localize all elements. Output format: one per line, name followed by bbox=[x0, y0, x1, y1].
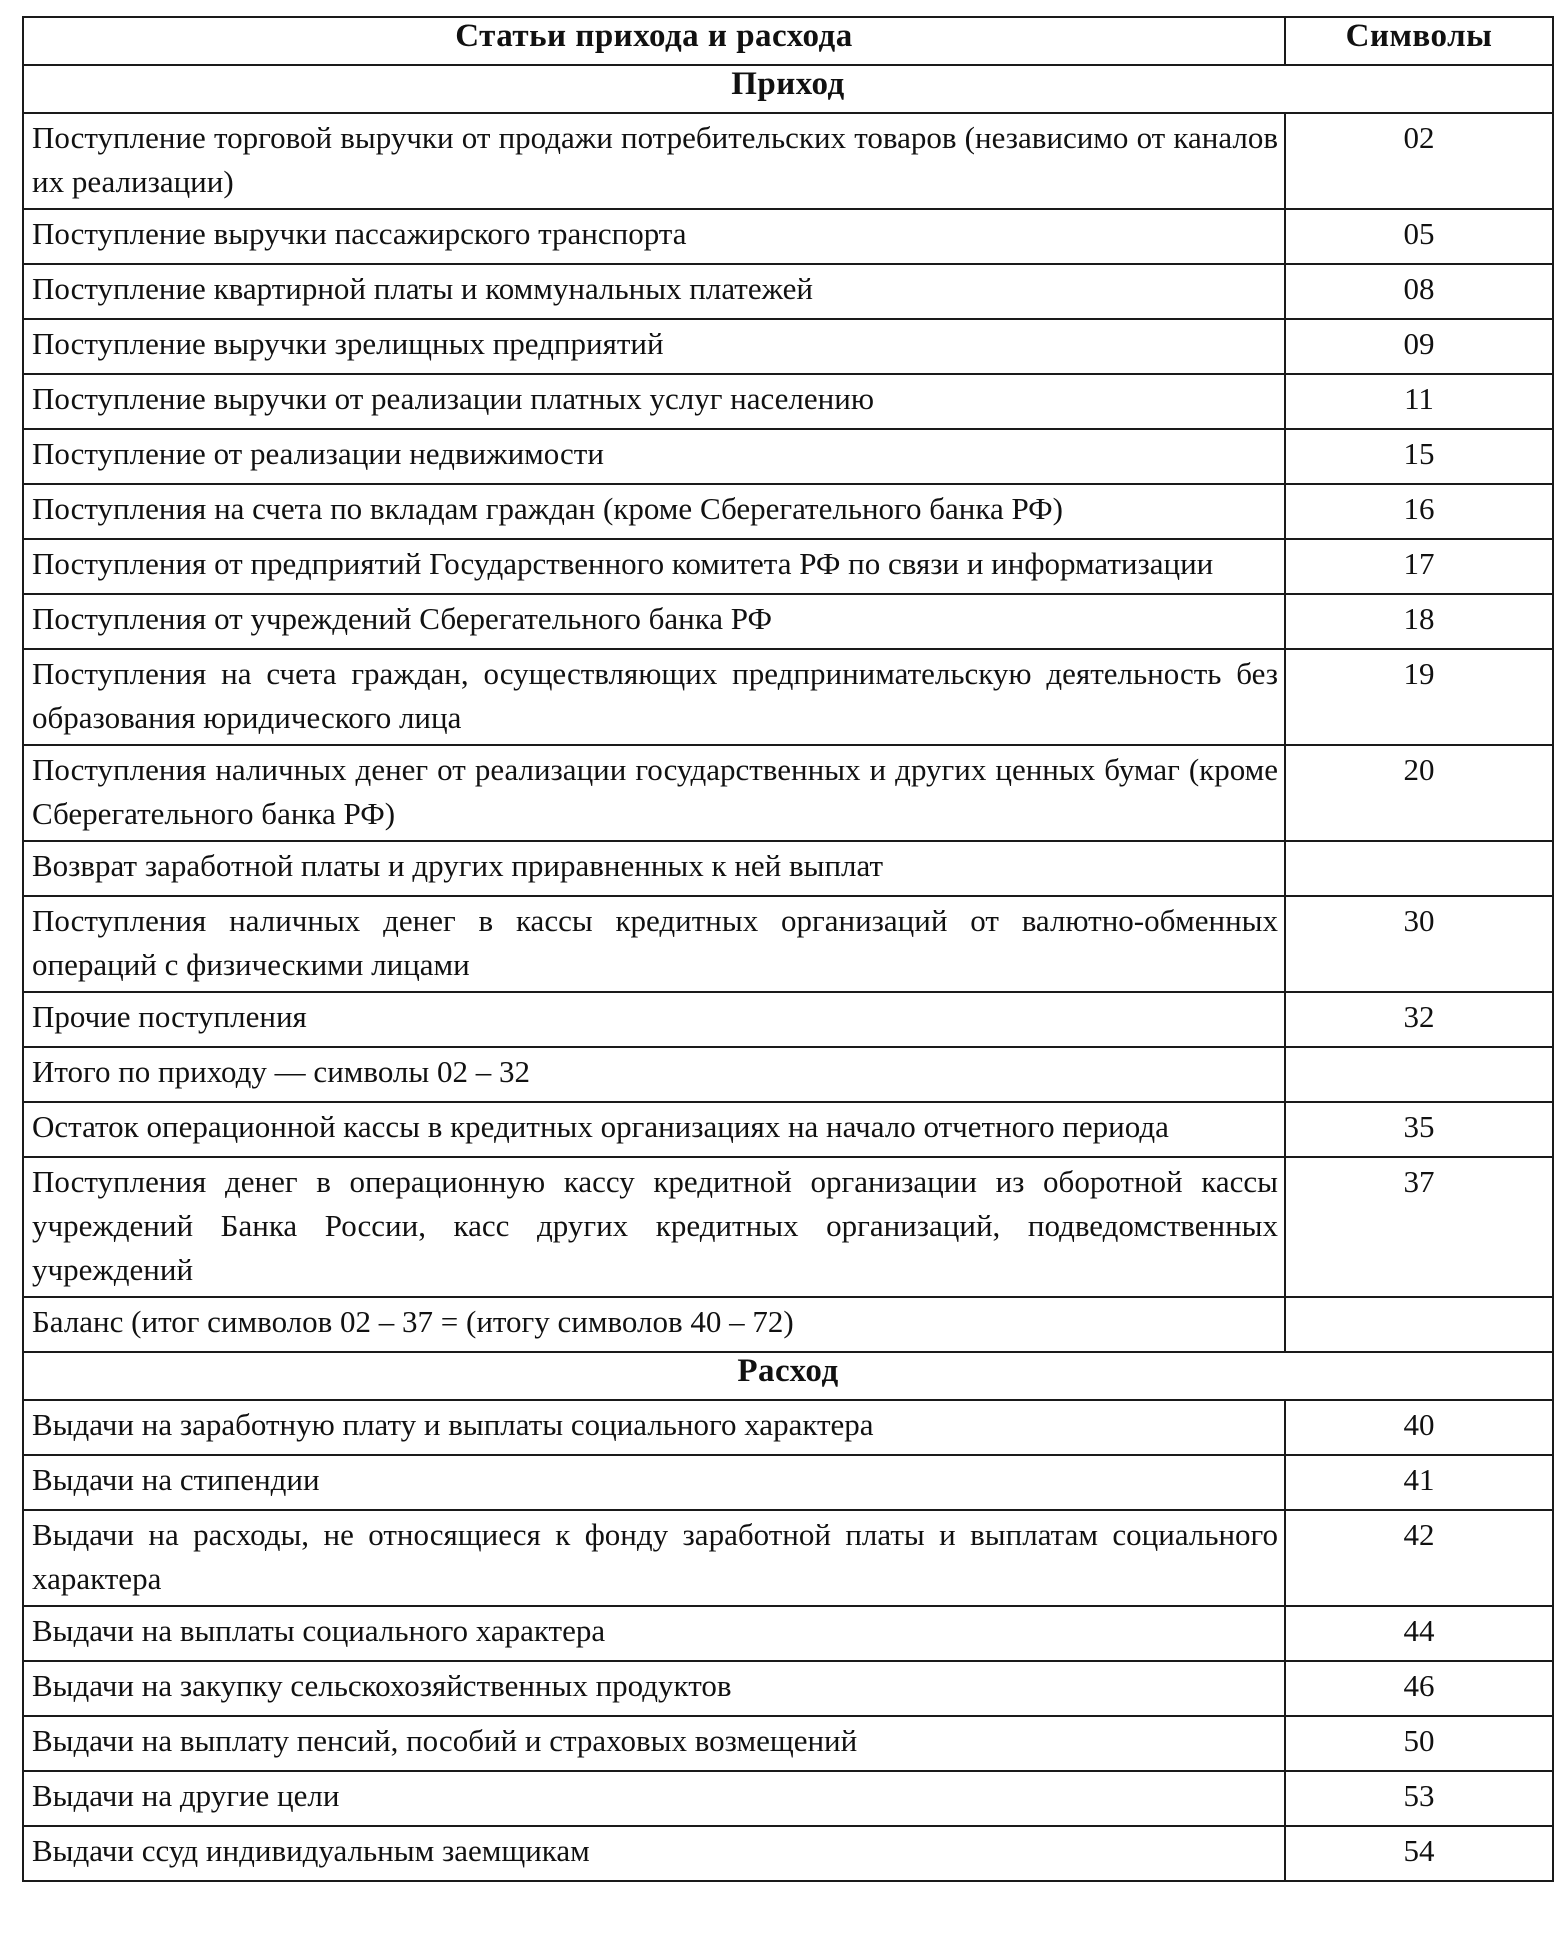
row-description: Поступление от реализации недвижимости bbox=[23, 429, 1285, 484]
row-description: Поступление выручки от реализации платных услуг населению bbox=[23, 374, 1285, 429]
table-row bbox=[23, 209, 1553, 264]
section-title-expense: Расход bbox=[23, 1352, 1553, 1400]
row-symbol: 53 bbox=[1285, 1771, 1553, 1826]
row-description: Прочие поступления bbox=[23, 992, 1285, 1047]
row-symbol: 08 bbox=[1285, 264, 1553, 319]
row-description: Выдачи на выплату пенсий, пособий и страховых возмещений bbox=[23, 1716, 1285, 1771]
row-description: Поступления наличных денег в кассы кредитных организаций от валютно-обменных операций с физическими лицами bbox=[23, 896, 1285, 992]
row-description: Поступления на счета граждан, осуществляющих предпринимательскую деятельность без образования юридического лица bbox=[23, 649, 1285, 745]
row-description: Поступление выручки зрелищных предприятий bbox=[23, 319, 1285, 374]
table-row bbox=[23, 594, 1553, 649]
table-row bbox=[23, 649, 1553, 745]
row-symbol: 17 bbox=[1285, 539, 1553, 594]
row-description: Итого по приходу — символы 02 – 32 bbox=[23, 1047, 1285, 1102]
table-row bbox=[23, 1102, 1553, 1157]
table-row bbox=[23, 1606, 1553, 1661]
table-row bbox=[23, 1297, 1553, 1352]
row-description: Выдачи на выплаты социального характера bbox=[23, 1606, 1285, 1661]
row-description: Поступления денег в операционную кассу кредитной организации из оборотной кассы учреждений Банка России, касс других кредитных организаций, подведомственных учреждений bbox=[23, 1157, 1285, 1297]
row-symbol bbox=[1285, 1047, 1553, 1102]
table-row bbox=[23, 1716, 1553, 1771]
row-description: Поступления от учреждений Сберегательного банка РФ bbox=[23, 594, 1285, 649]
table-body bbox=[23, 65, 1553, 1881]
row-description: Поступления от предприятий Государственного комитета РФ по связи и информатизации bbox=[23, 539, 1285, 594]
row-symbol bbox=[1285, 841, 1553, 896]
table-row bbox=[23, 1510, 1553, 1606]
row-symbol: 05 bbox=[1285, 209, 1553, 264]
row-symbol: 09 bbox=[1285, 319, 1553, 374]
table-row bbox=[23, 1157, 1553, 1297]
row-symbol: 15 bbox=[1285, 429, 1553, 484]
table-row bbox=[23, 1661, 1553, 1716]
table-row bbox=[23, 896, 1553, 992]
row-symbol: 20 bbox=[1285, 745, 1553, 841]
table-row bbox=[23, 264, 1553, 319]
table-row bbox=[23, 374, 1553, 429]
table-header-row bbox=[23, 17, 1553, 65]
section-title-income: Приход bbox=[23, 65, 1553, 113]
row-symbol: 35 bbox=[1285, 1102, 1553, 1157]
table-row bbox=[23, 429, 1553, 484]
row-description: Остаток операционной кассы в кредитных организациях на начало отчетного периода bbox=[23, 1102, 1285, 1157]
table-row bbox=[23, 319, 1553, 374]
row-description: Возврат заработной платы и других приравненных к ней выплат bbox=[23, 841, 1285, 896]
row-description: Выдачи на заработную плату и выплаты социального характера bbox=[23, 1400, 1285, 1455]
document-page bbox=[22, 16, 1552, 1882]
row-symbol: 32 bbox=[1285, 992, 1553, 1047]
table-row bbox=[23, 1771, 1553, 1826]
row-symbol bbox=[1285, 1297, 1553, 1352]
column-header-symbol: Символы bbox=[1285, 17, 1553, 65]
table-row bbox=[23, 992, 1553, 1047]
table-row bbox=[23, 1047, 1553, 1102]
row-description: Баланс (итог символов 02 – 37 = (итогу символов 40 – 72) bbox=[23, 1297, 1285, 1352]
row-symbol: 42 bbox=[1285, 1510, 1553, 1606]
row-symbol: 16 bbox=[1285, 484, 1553, 539]
cash-symbols-table bbox=[22, 16, 1554, 1882]
row-symbol: 02 bbox=[1285, 113, 1553, 209]
row-symbol: 50 bbox=[1285, 1716, 1553, 1771]
row-description: Поступление квартирной платы и коммунальных платежей bbox=[23, 264, 1285, 319]
row-description: Поступление торговой выручки от продажи потребительских товаров (независимо от каналов их реализации) bbox=[23, 113, 1285, 209]
table-row bbox=[23, 841, 1553, 896]
table-row bbox=[23, 745, 1553, 841]
row-description: Поступления наличных денег от реализации государственных и других ценных бумаг (кроме Сберегательного банка РФ) bbox=[23, 745, 1285, 841]
table-row bbox=[23, 113, 1553, 209]
row-symbol: 37 bbox=[1285, 1157, 1553, 1297]
table-row bbox=[23, 1400, 1553, 1455]
row-description: Выдачи на закупку сельскохозяйственных продуктов bbox=[23, 1661, 1285, 1716]
table-row bbox=[23, 539, 1553, 594]
row-description: Поступления на счета по вкладам граждан (кроме Сберегательного банка РФ) bbox=[23, 484, 1285, 539]
table-row bbox=[23, 1455, 1553, 1510]
table-row bbox=[23, 1826, 1553, 1881]
column-header-description: Статьи прихода и расхода bbox=[23, 17, 1285, 65]
row-symbol: 41 bbox=[1285, 1455, 1553, 1510]
row-symbol: 30 bbox=[1285, 896, 1553, 992]
row-symbol: 18 bbox=[1285, 594, 1553, 649]
row-symbol: 19 bbox=[1285, 649, 1553, 745]
row-symbol: 40 bbox=[1285, 1400, 1553, 1455]
row-symbol: 11 bbox=[1285, 374, 1553, 429]
row-symbol: 46 bbox=[1285, 1661, 1553, 1716]
row-description: Выдачи на расходы, не относящиеся к фонду заработной платы и выплатам социального характера bbox=[23, 1510, 1285, 1606]
row-description: Выдачи на стипендии bbox=[23, 1455, 1285, 1510]
section-row-expense bbox=[23, 1352, 1553, 1400]
section-row-income bbox=[23, 65, 1553, 113]
table-row bbox=[23, 484, 1553, 539]
row-description: Выдачи ссуд индивидуальным заемщикам bbox=[23, 1826, 1285, 1881]
row-description: Поступление выручки пассажирского транспорта bbox=[23, 209, 1285, 264]
row-description: Выдачи на другие цели bbox=[23, 1771, 1285, 1826]
row-symbol: 54 bbox=[1285, 1826, 1553, 1881]
row-symbol: 44 bbox=[1285, 1606, 1553, 1661]
